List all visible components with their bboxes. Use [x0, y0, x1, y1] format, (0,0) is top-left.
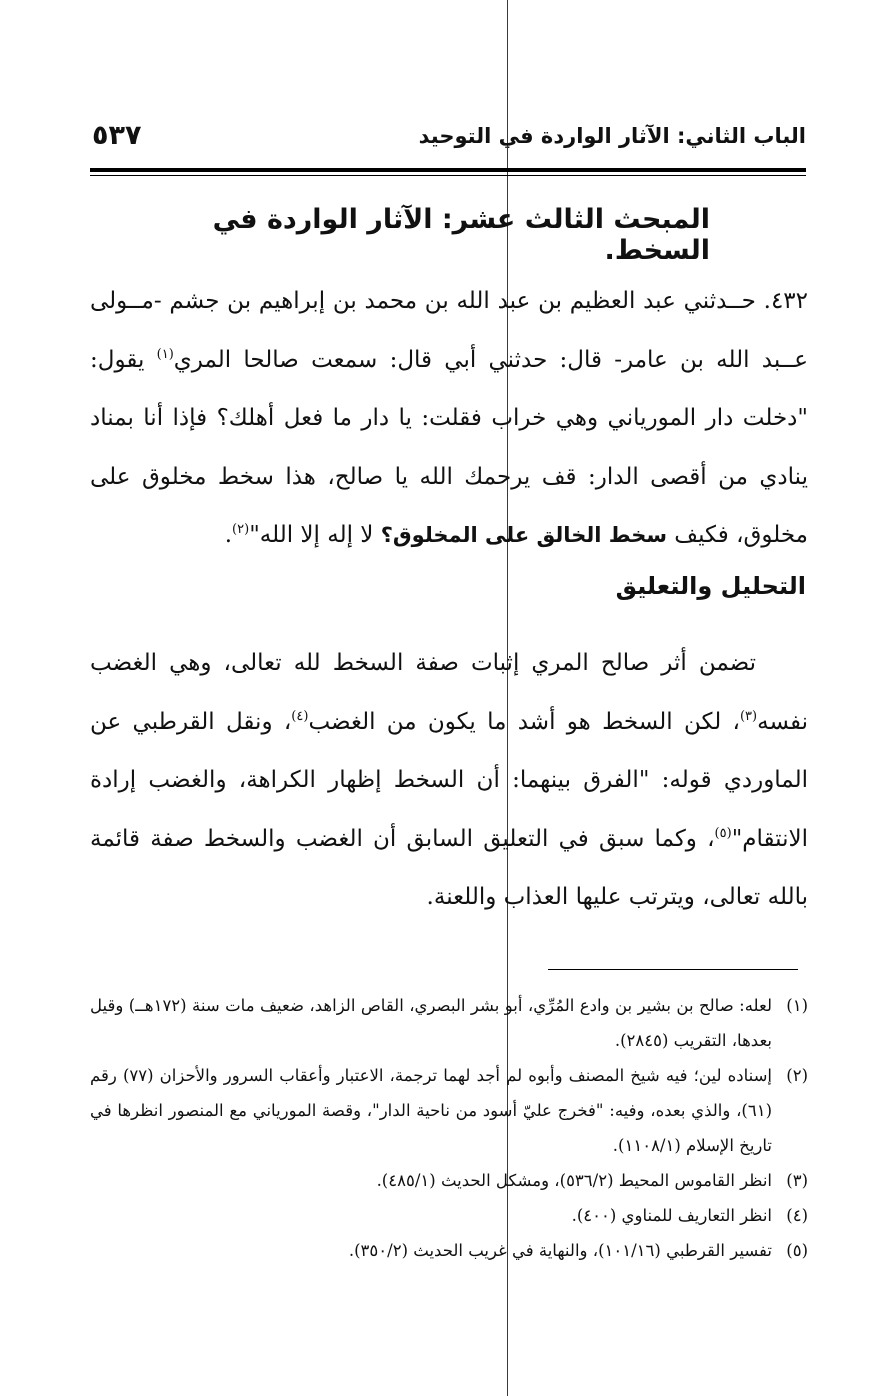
footnote-number: (٢): [786, 1066, 808, 1085]
footnote-item: [90, 1163, 808, 1198]
footnote-item: [90, 988, 808, 1058]
analysis-heading: التحليل والتعليق: [615, 572, 806, 600]
footnote-number: (١): [786, 996, 808, 1015]
footnote-item: [90, 1233, 808, 1268]
narration-text-1: ٤٣٢. حــدثني عبد العظيم بن عبد الله بن محمد بن إبراهيم بن جشم -مــولى عــبد الله بن عامر- قال: حدثني أبي قال: سمعت صالحا المري: [90, 288, 808, 373]
footnote-ref-4: (٤): [291, 708, 309, 724]
running-title: الباب الثاني: الآثار الواردة في التوحيد: [418, 124, 806, 148]
footnote-number: (٣): [786, 1171, 808, 1190]
narration-text-2: يقول: "دخلت دار الموریاني وهي خراب فقلت: يا دار ما فعل أهلك؟ فإذا أنا بمناد ينادي من أقصى الدار: قف يرحمك الله يا صالح، هذا سخط مخلوق على مخلوق، فكيف: [90, 346, 808, 548]
analysis-text-3: ، ونقل القرطبي عن الماوردي قوله: "الفرق بينهما: أن السخط إظهار الكراهة، والغضب إرادة الانتقام": [90, 708, 808, 852]
narration-paragraph: [90, 272, 808, 565]
header-rule-thick: [90, 168, 806, 172]
footnotes: [90, 988, 808, 1268]
footnote-text: إسناده لين؛ فيه شيخ المصنف وأبوه لم أجد لهما ترجمة، الاعتبار وأعقاب السرور والأحزان (٧٧) رقم (٦١)، والذي بعده، وفيه: "فخرج عليّ أسود من ناحية الدار"، وقصة الموریاني مع المنصور انظرها في تاريخ الإسلام (١١٠٨/١).: [90, 1066, 772, 1155]
footnote-ref-5: (٥): [714, 825, 732, 841]
analysis-text-4: ، وكما سبق في التعليق السابق أن الغضب والسخط صفة قائمة بالله تعالى، ويترتب عليها العذاب واللعنة.: [90, 825, 808, 910]
footnote-text: لعله: صالح بن بشير بن وادع المُرِّي، أبو بشر البصري، القاص الزاهد، ضعيف مات سنة (١٧٢هــ) وقيل بعدها، التقريب (٢٨٤٥).: [90, 996, 772, 1050]
footnote-number: (٥): [786, 1241, 808, 1260]
analysis-text-2: ، لكن السخط هو أشد ما يكون من الغضب: [308, 708, 740, 735]
section-heading: المبحث الثالث عشر: الآثار الواردة في السخط.: [212, 204, 710, 266]
footnote-ref-3: (٣): [739, 708, 758, 724]
footnote-item: [90, 1058, 808, 1163]
running-header: [92, 120, 806, 164]
footnote-text: انظر التعاريف للمناوي (٤٠٠).: [571, 1206, 772, 1225]
footnote-ref-2: (٢): [232, 522, 250, 537]
footnote-ref-1: (١): [156, 346, 174, 362]
analysis-text-1: تضمن أثر صالح المري إثبات صفة السخط لله تعالى، وهي الغضب نفسه: [90, 650, 808, 735]
footnote-separator: [548, 969, 798, 970]
footnote-text: تفسير القرطبي (١٠١/١٦)، والنهاية في غريب الحديث (٣٥٠/٢).: [348, 1241, 772, 1260]
narration-emphasis: سخط الخالق على المخلوق؟: [380, 523, 667, 547]
page-number: ٥٣٧: [92, 120, 142, 151]
footnote-text: انظر القاموس المحيط (٥٣٦/٢)، ومشكل الحديث (٤٨٥/١).: [376, 1171, 772, 1190]
analysis-paragraph: [90, 634, 808, 927]
narration-end: .: [224, 522, 233, 548]
narration-text-3: لا إله إلا الله": [249, 522, 381, 548]
footnote-item: [90, 1198, 808, 1233]
footnote-number: (٤): [786, 1206, 808, 1225]
header-rule-thin: [90, 175, 806, 176]
